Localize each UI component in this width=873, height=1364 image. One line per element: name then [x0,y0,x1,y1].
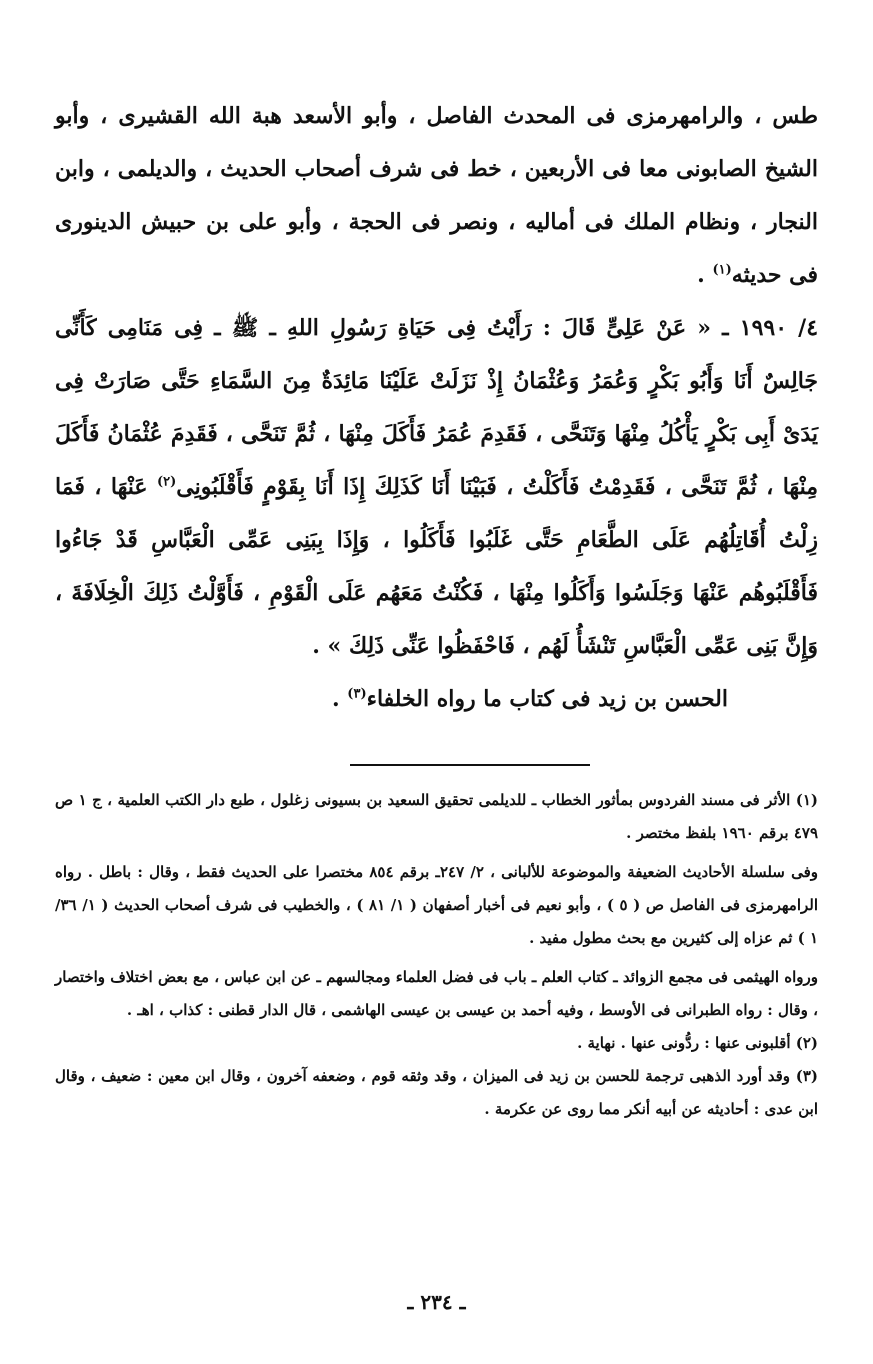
footnote-ref-1: (١) [712,262,732,278]
main-text [55,90,818,726]
footnote-ref-2: (٢) [156,474,177,490]
source-line [55,673,818,726]
footnote-2: (٢) أقلبونى عنها : ردُّونى عنها . نهاية . [577,1034,818,1052]
source-text: الحسن بن زيد فى كتاب ما رواه الخلفاء [366,686,728,712]
hadith-text-continued: عَنْهَا ، فَمَا زِلْتُ أُقَاتِلُهُم عَلَى الطَّعَامِ حَتَّى غَلَبُوا فَأَكَلُوا ، وَإِذَا بِبَنِى عَمِّى الْعَبَّاسِ قَدْ جَاءُوا فَأَقْلَبُوهُم عَنْهَا وَجَلَسُوا وَأَكَلُوا مِنْهَا ، فَكُنْتُ مَعَهُم عَلَى الْقَوْمِ ، فَأَوَّلْتُ ذَلِكَ الْخِلَافَةَ ، وَإِنَّ بَنِى عَمِّى الْعَبَّاسِ تَنْشَأُ لَهُم ، فَاحْفَظُوا عَنِّى ذَلِكَ » . [55,474,818,659]
hadith-paragraph [55,302,818,673]
footnote-1: (١) الأثر فى مسند الفردوس بمأثور الخطاب ـ للديلمى تحقيق السعيد بن بسيونى زغلول ، طبع دار الكتب العلمية ، ج ١ ص ٤٧٩ برقم ١٩٦٠ بلفظ مختصر . [55,791,818,842]
footnote-1-more: ورواه الهيثمى فى مجمع الزوائد ـ كتاب العلم ـ باب فى فضل العلماء ومجالسهم ـ عن ابن عباس ، مع بعض اختلاف واختصار ، وقال : رواه الطبرانى فى الأوسط ، وفيه أحمد بن عيسى بن عيسى الهاشمى ، قال الدار قطنى : كذاب ، اهـ . [55,968,818,1019]
footnote-ref-3: (٣) [347,686,367,702]
hadith-text: « عَنْ عَلِىٍّ قَالَ : رَأَيْتُ فِى حَيَاةِ رَسُولِ اللهِ ـ ﷺ ـ فِى مَنَامِى كَأَنِّى جَالِسٌ أَنَا وَأَبُو بَكْرٍ وَعُمَرُ وَعُثْمَانُ إِذْ نَزَلَتْ عَلَيْنَا مَائِدَةٌ مِنَ السَّمَاءِ حَتَّى صَارَتْ فِى يَدَىْ أَبِى بَكْرٍ يَأْكُلُ مِنْهَا وَتَنَحَّى ، فَقَدِمَ عُمَرُ فَأَكَلَ مِنْهَا ، ثُمَّ تَنَحَّى ، فَقَدِمَ عُثْمَانُ فَأَكَلَ مِنْهَا ، ثُمَّ تَنَحَّى ، فَقَدِمْتُ فَأَكَلْتُ ، فَبَيْنَا أَنَا كَذَلِكَ إِذَا أَنَا بِقَوْمٍ فَأَقْلَبُونِى [55,315,818,500]
hadith-number: ٤/ ١٩٩٠ ـ [722,315,819,341]
page-number: ـ ٢٣٤ ـ [407,1290,466,1314]
footnote-separator [350,764,590,766]
paragraph-sources-text: طس ، والرامهرمزى فى المحدث الفاصل ، وأبو الأسعد هبة الله القشيرى ، وأبو الشيخ الصابونى معا فى الأربعين ، خط فى شرف أصحاب الحديث ، والديلمى ، وابن النجار ، ونظام الملك فى أماليه ، ونصر فى الحجة ، وأبو على بن حبيش الدينورى فى حديثه [55,103,818,288]
footnote-1-continued: وفى سلسلة الأحاديث الضعيفة والموضوعة للألبانى ، ٢/ ٢٤٧ـ برقم ٨٥٤ مختصرا على الحديث فقط ، وقال : باطل . رواه الرامهرمزى فى الفاصل ص ( ٥ ) ، وأبو نعيم فى أخبار أصفهان ( ١/ ٨١ ) ، والخطيب فى شرف أصحاب الحديث ( ١/ ٣٦/ ١ ) ثم عزاه إلى كثيرين مع بحث مطول مفيد . [55,863,819,947]
footnote-3: (٣) وقد أورد الذهبى ترجمة للحسن بن زيد فى الميزان ، وقد وثقه قوم ، وضعفه آخرون ، وقال ابن معين : ضعيف ، وقال ابن عدى : أحاديثه عن أبيه أنكر مما روى عن عكرمة . [55,1067,818,1118]
paragraph-sources [55,90,818,302]
source-end: . [331,686,348,712]
paragraph-sources-end: . [697,262,713,288]
footnotes [55,784,818,1126]
